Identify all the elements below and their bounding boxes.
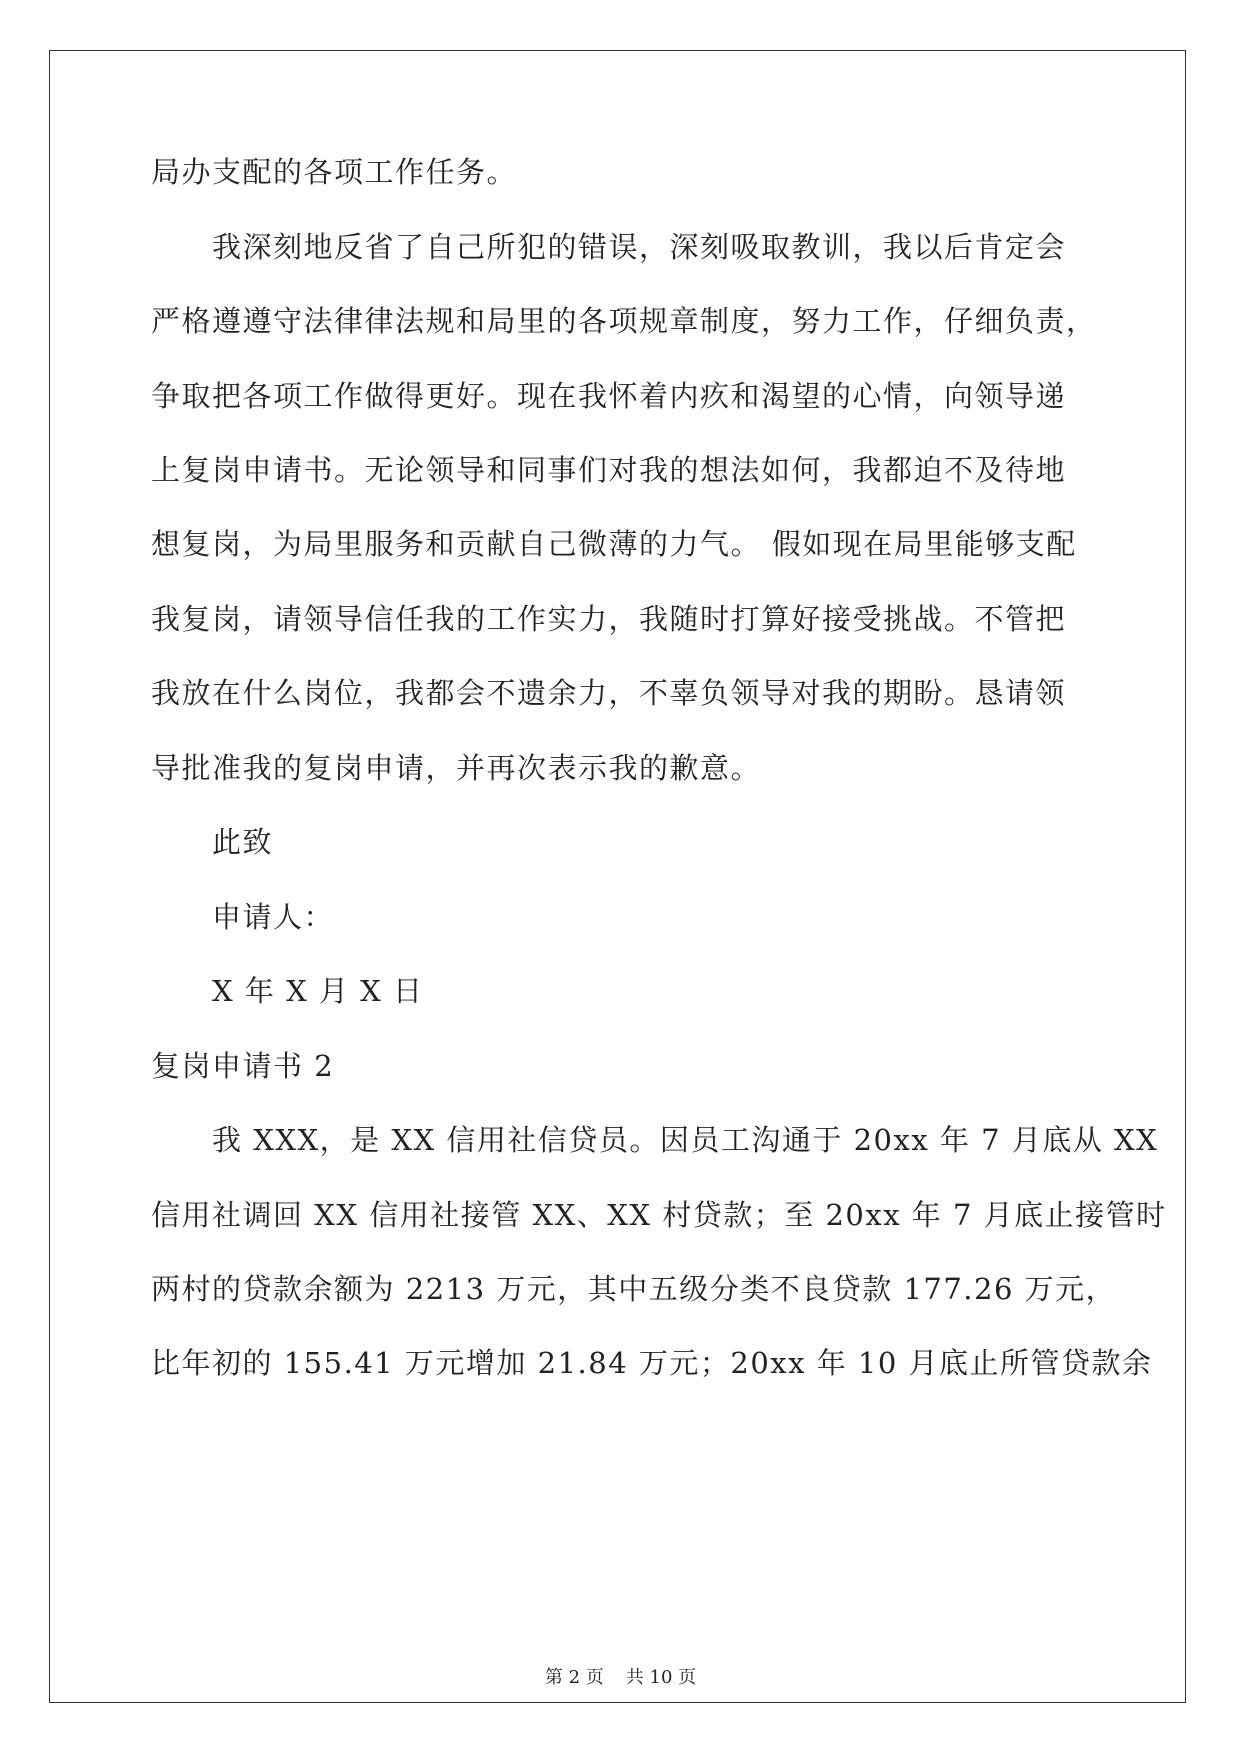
body-line: 我深刻地反省了自己所犯的错误，深刻吸取教训，我以后肯定会 <box>212 230 1067 264</box>
page-footer <box>0 1666 1241 1690</box>
body-line: 争取把各项工作做得更好。现在我怀着内疚和渴望的心情，向领导递 <box>151 379 1067 413</box>
body-line: 局办支配的各项工作任务。 <box>151 155 518 189</box>
page-total: 共 10 页 <box>625 1667 697 1688</box>
body-line: 严格遵遵守法律律法规和局里的各项规章制度，努力工作，仔细负责， <box>151 304 1097 338</box>
applicant-label: 申请人： <box>212 900 335 934</box>
body-line: 我 XXX，是 XX 信用社信贷员。因员工沟通于 20xx 年 7 月底从 XX <box>212 1123 1159 1157</box>
body-line: 我复岗，请领导信任我的工作实力，我随时打算好接受挑战。不管把 <box>151 602 1067 636</box>
page-border <box>49 50 1186 1703</box>
body-line: 我放在什么岗位，我都会不遗余力，不辜负领导对我的期盼。恳请领 <box>151 676 1067 710</box>
body-line: 比年初的 155.41 万元增加 21.84 万元；20xx 年 10 月底止所管贷款余 <box>151 1346 1153 1380</box>
body-line: 上复岗申请书。无论领导和同事们对我的想法如何，我都迫不及待地 <box>151 453 1067 487</box>
page-number: 第 2 页 <box>544 1667 604 1688</box>
body-line: 信用社调回 XX 信用社接管 XX、XX 村贷款；至 20xx 年 7 月底止接管时 <box>151 1198 1167 1232</box>
salutation: 此致 <box>212 825 274 859</box>
body-line: 两村的贷款余额为 2213 万元，其中五级分类不良贷款 177.26 万元， <box>151 1272 1117 1306</box>
section-title: 复岗申请书 2 <box>151 1049 335 1083</box>
date-line: X 年 X 月 X 日 <box>212 974 424 1008</box>
body-line: 导批准我的复岗申请，并再次表示我的歉意。 <box>151 751 762 785</box>
body-line: 想复岗，为局里服务和贡献自己微薄的力气。 假如现在局里能够支配 <box>151 527 1077 561</box>
